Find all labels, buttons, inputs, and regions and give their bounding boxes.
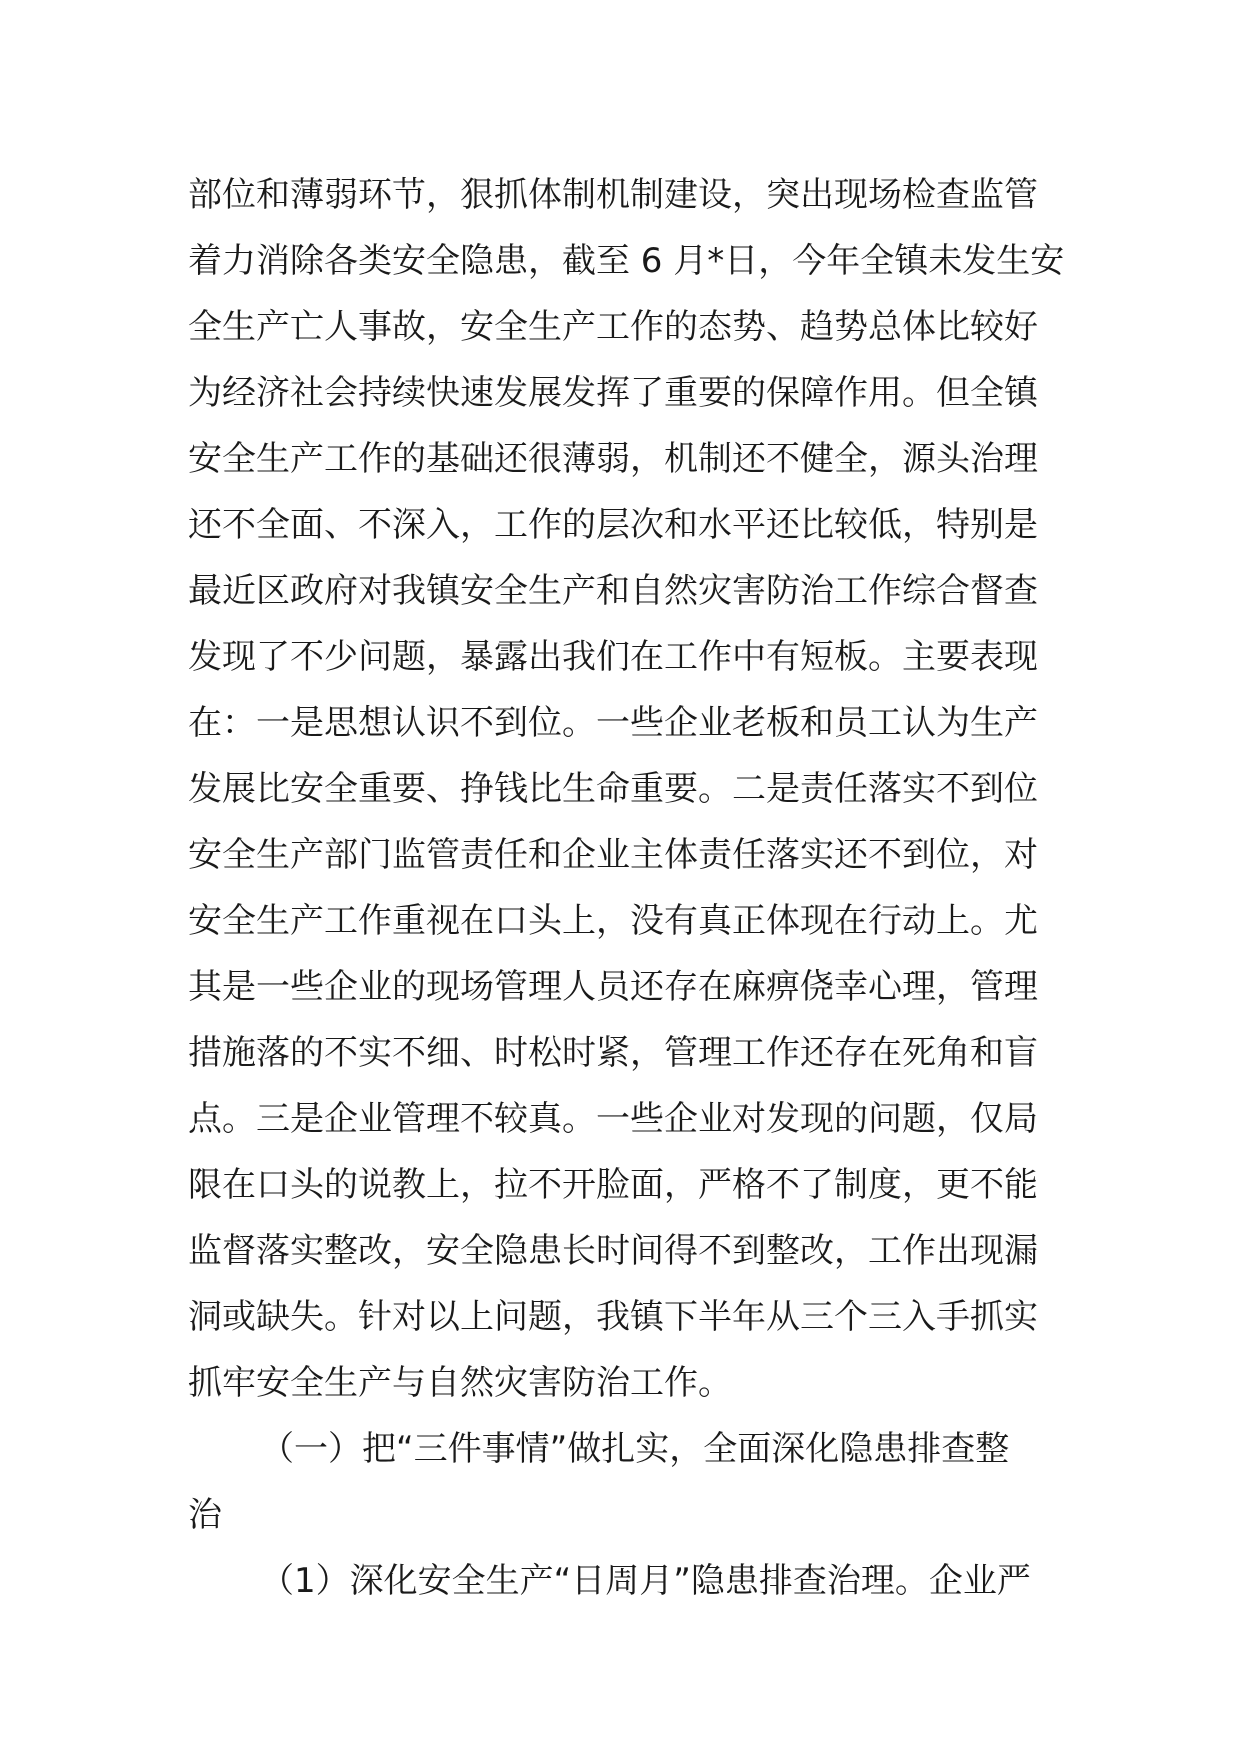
- document-body: [188, 162, 1065, 1614]
- text-line: 点。三是企业管理不较真。一些企业对发现的问题，仅局: [188, 1099, 1038, 1139]
- subsection-line: （1）深化安全生产“日周月”隐患排查治理。企业严: [260, 1561, 1031, 1601]
- section-heading: （一）把“三件事情”做扎实，全面深化隐患排查整: [260, 1429, 1010, 1469]
- text-line: 最近区政府对我镇安全生产和自然灾害防治工作综合督查: [188, 571, 1038, 611]
- text-line: 为经济社会持续快速发展发挥了重要的保障作用。但全镇: [188, 373, 1038, 413]
- text-line: 着力消除各类安全隐患，截至 6 月*日，今年全镇未发生安: [188, 241, 1065, 281]
- text-line: 抓牢安全生产与自然灾害防治工作。: [188, 1363, 732, 1403]
- text-line: 安全生产部门监管责任和企业主体责任落实还不到位，对: [188, 835, 1038, 875]
- text-line: 还不全面、不深入，工作的层次和水平还比较低，特别是: [188, 505, 1038, 545]
- text-line: 安全生产工作重视在口头上，没有真正体现在行动上。尤: [188, 901, 1038, 941]
- text-line: 监督落实整改，安全隐患长时间得不到整改，工作出现漏: [188, 1231, 1038, 1271]
- text-line: 安全生产工作的基础还很薄弱，机制还不健全，源头治理: [188, 439, 1038, 479]
- text-line: 在：一是思想认识不到位。一些企业老板和员工认为生产: [188, 703, 1038, 743]
- text-line: 洞或缺失。针对以上问题，我镇下半年从三个三入手抓实: [188, 1297, 1038, 1337]
- text-line: 限在口头的说教上，拉不开脸面，严格不了制度，更不能: [188, 1165, 1038, 1205]
- text-line: 发展比安全重要、挣钱比生命重要。二是责任落实不到位: [188, 769, 1038, 809]
- text-line: 措施落的不实不细、时松时紧，管理工作还存在死角和盲: [188, 1033, 1038, 1073]
- text-line: 其是一些企业的现场管理人员还存在麻痹侥幸心理，管理: [188, 967, 1038, 1007]
- text-line: 全生产亡人事故，安全生产工作的态势、趋势总体比较好: [188, 307, 1038, 347]
- text-line: 部位和薄弱环节，狠抓体制机制建设，突出现场检查监管: [188, 175, 1038, 215]
- section-heading-continuation: 治: [188, 1495, 222, 1535]
- text-line: 发现了不少问题，暴露出我们在工作中有短板。主要表现: [188, 637, 1038, 677]
